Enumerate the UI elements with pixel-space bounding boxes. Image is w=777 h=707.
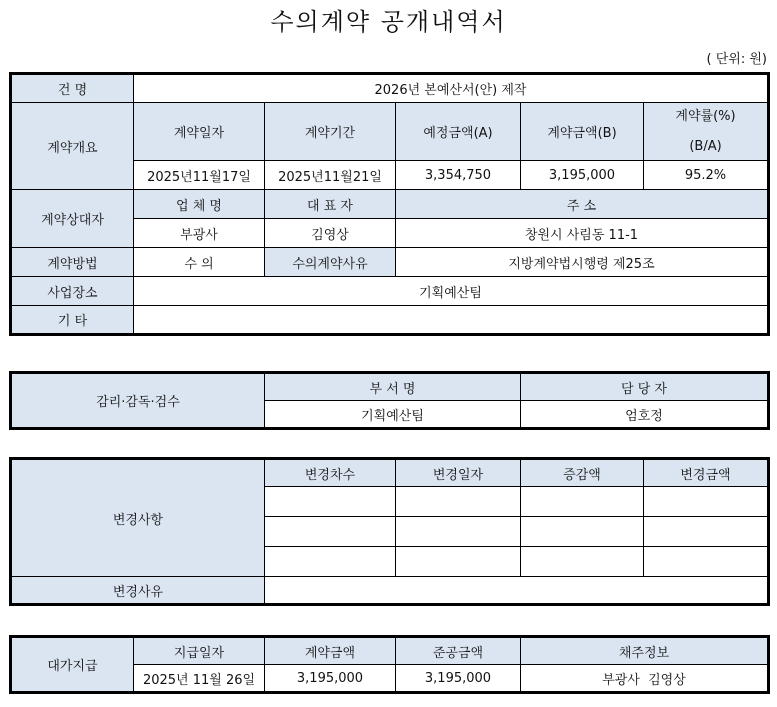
address-value: 창원시 사림동 11-1	[396, 219, 769, 248]
creditor-info-header: 채주정보	[521, 637, 769, 665]
payment-contract-amount-value: 3,195,000	[265, 665, 396, 693]
completion-amount-header: 준공금액	[396, 637, 521, 665]
change-cell	[644, 487, 769, 517]
supervision-label: 감리·감독·검수	[11, 373, 265, 429]
creditor-info-value: 부광사 김영상	[521, 665, 769, 693]
contract-rate-header	[644, 103, 769, 161]
change-cell	[265, 487, 396, 517]
counterparty-label: 계약상대자	[11, 190, 134, 248]
payment-date-value: 2025년 11월 26일	[134, 665, 265, 693]
change-cell	[265, 547, 396, 577]
change-reason-value	[265, 577, 769, 605]
contract-period-header: 계약기간	[265, 103, 396, 161]
name-label: 건 명	[11, 74, 134, 103]
rate-header-line1: 계약률(%)	[675, 108, 736, 124]
contract-info-table	[9, 72, 770, 336]
change-round-header: 변경차수	[265, 459, 396, 487]
manager-header: 담 당 자	[521, 373, 769, 401]
overview-label: 계약개요	[11, 103, 134, 190]
rate-header-line2: (B/A)	[689, 138, 722, 154]
address-header: 주 소	[396, 190, 769, 219]
change-cell	[396, 487, 521, 517]
payment-contract-amount-header: 계약금액	[265, 637, 396, 665]
site-label: 사업장소	[11, 277, 134, 306]
estimated-amount-header: 예정금액(A)	[396, 103, 521, 161]
company-name-value: 부광사	[134, 219, 265, 248]
representative-header: 대 표 자	[265, 190, 396, 219]
contract-date-header: 계약일자	[134, 103, 265, 161]
unit-note: ( 단위: 원)	[706, 52, 767, 67]
change-cell	[521, 487, 644, 517]
payment-date-header: 지급일자	[134, 637, 265, 665]
change-date-header: 변경일자	[396, 459, 521, 487]
company-name-header: 업 체 명	[134, 190, 265, 219]
reason-label: 수의계약사유	[265, 248, 396, 277]
change-cell	[396, 517, 521, 547]
contract-amount-header: 계약금액(B)	[521, 103, 644, 161]
change-delta-header: 증감액	[521, 459, 644, 487]
representative-value: 김영상	[265, 219, 396, 248]
changes-table	[9, 457, 770, 606]
completion-amount-value: 3,195,000	[396, 665, 521, 693]
etc-label: 기 타	[11, 306, 134, 335]
changes-label: 변경사항	[11, 459, 265, 577]
change-cell	[644, 517, 769, 547]
change-cell	[644, 547, 769, 577]
etc-value	[134, 306, 769, 335]
change-cell	[521, 547, 644, 577]
department-header: 부 서 명	[265, 373, 521, 401]
document-title: 수의계약 공개내역서	[270, 8, 507, 36]
site-value: 기획예산팀	[134, 277, 769, 306]
contract-amount-value: 3,195,000	[521, 161, 644, 190]
payment-label: 대가지급	[11, 637, 134, 693]
estimated-amount-value: 3,354,750	[396, 161, 521, 190]
contract-date-value: 2025년11월17일	[134, 161, 265, 190]
contract-name-value: 2026년 본예산서(안) 제작	[134, 74, 769, 103]
change-cell	[265, 517, 396, 547]
change-reason-label: 변경사유	[11, 577, 265, 605]
method-value: 수 의	[134, 248, 265, 277]
contract-rate-value: 95.2%	[644, 161, 769, 190]
payment-table	[9, 635, 770, 694]
department-value: 기획예산팀	[265, 401, 521, 429]
change-cell	[521, 517, 644, 547]
change-cell	[396, 547, 521, 577]
reason-value: 지방계약법시행령 제25조	[396, 248, 769, 277]
manager-value: 엄호정	[521, 401, 769, 429]
contract-period-value: 2025년11월21일	[265, 161, 396, 190]
method-label: 계약방법	[11, 248, 134, 277]
change-amount-header: 변경금액	[644, 459, 769, 487]
supervision-table	[9, 371, 770, 430]
